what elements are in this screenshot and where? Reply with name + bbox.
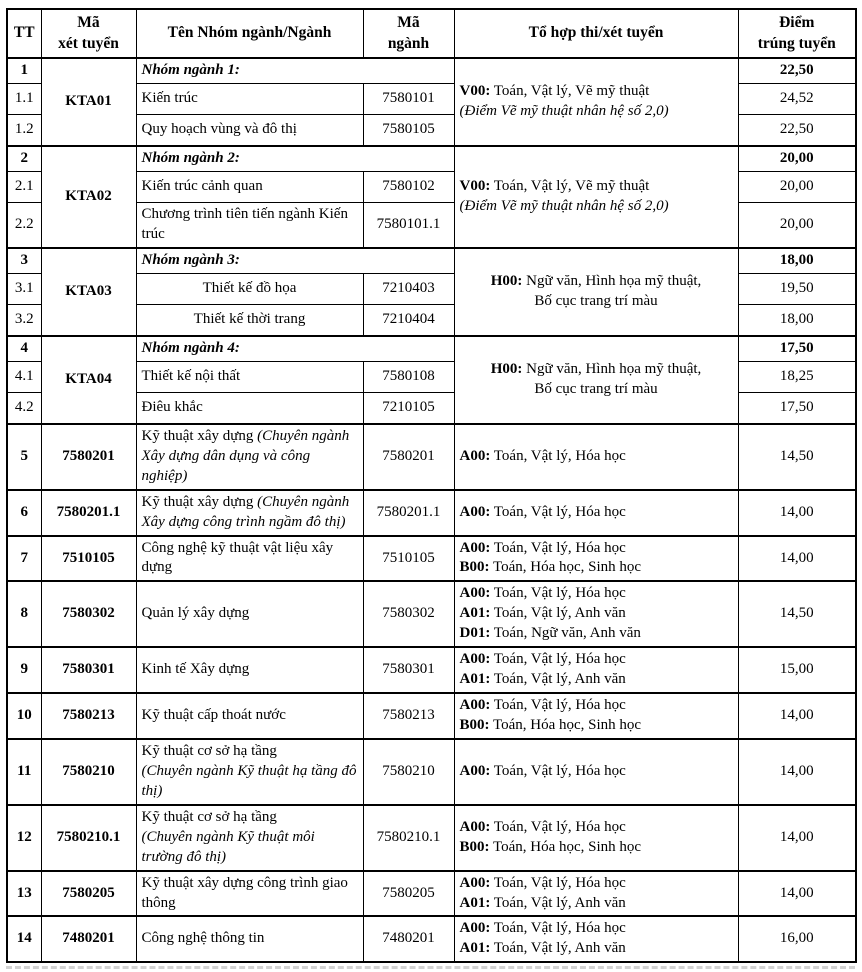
text-segment: 7580105	[382, 121, 435, 138]
column-header-tt	[7, 9, 41, 58]
text-segment: 1.2	[14, 121, 34, 138]
text-segment: 7580205	[382, 884, 435, 901]
table-row	[7, 871, 856, 917]
text-segment: KTA02	[65, 188, 112, 205]
combination-cell	[454, 58, 738, 146]
text-segment: Nhóm ngành 1:	[141, 62, 240, 79]
text-segment: A01:	[459, 940, 491, 957]
major-code-cell	[363, 361, 454, 392]
text-segment: xét tuyển	[58, 34, 119, 52]
text-segment: Toán, Vật lý, Anh văn	[490, 605, 626, 622]
score-cell	[738, 647, 856, 693]
combination-cell	[454, 536, 738, 582]
tt-cell	[7, 115, 41, 147]
score-cell	[738, 115, 856, 147]
text-segment: A00:	[459, 920, 491, 937]
major-code-cell	[363, 203, 454, 248]
text-segment: Điểm	[779, 14, 815, 31]
text-segment: D01:	[459, 625, 491, 642]
major-name-cell	[136, 115, 363, 147]
text-segment: 17,50	[779, 339, 814, 356]
admission-code-cell	[41, 916, 136, 962]
text-segment: 19,50	[779, 279, 814, 296]
text-segment: (Chuyên ngành Xây dựng công trình ngầm đô thị)	[141, 493, 350, 530]
score-cell	[738, 58, 856, 83]
text-segment: 4	[20, 339, 28, 356]
text-segment: trúng tuyển	[757, 34, 836, 52]
text-segment: 7580210.1	[376, 828, 441, 845]
text-segment: Kỹ thuật xây dựng	[141, 493, 258, 510]
major-code-cell	[363, 172, 454, 203]
score-cell	[738, 273, 856, 304]
major-name-cell	[136, 203, 363, 248]
text-segment: 14,00	[779, 828, 814, 845]
text-segment: 7580210	[62, 762, 115, 779]
text-segment: 14,00	[779, 884, 814, 901]
major-name-cell	[136, 84, 363, 115]
combination-cell	[454, 581, 738, 647]
text-segment: Thiết kế nội thất	[141, 367, 241, 384]
score-cell	[738, 203, 856, 248]
text-segment: 7580108	[382, 367, 435, 384]
text-segment: B00:	[459, 717, 490, 734]
tt-cell	[7, 248, 41, 273]
text-segment: A00:	[459, 503, 491, 520]
group-name-cell	[136, 146, 454, 171]
text-segment: 18,00	[779, 310, 814, 327]
score-cell	[738, 805, 856, 871]
text-segment: 7480201	[62, 930, 115, 947]
text-segment: Toán, Vật lý, Hóa học	[490, 447, 626, 464]
text-segment: 5	[20, 447, 28, 464]
text-segment: A01:	[459, 671, 491, 688]
text-segment: Quy hoạch vùng và đô thị	[141, 121, 297, 138]
text-segment: A00:	[459, 697, 491, 714]
column-header-admission-code	[41, 9, 136, 58]
score-cell	[738, 336, 856, 361]
major-name-cell	[136, 916, 363, 962]
text-segment: Công nghệ thông tin	[141, 930, 265, 947]
score-cell	[738, 871, 856, 917]
tt-cell	[7, 536, 41, 582]
major-code-cell	[363, 84, 454, 115]
text-segment: A00:	[459, 651, 491, 668]
score-cell	[738, 581, 856, 647]
text-segment: 6	[20, 503, 28, 520]
table-body	[7, 58, 856, 962]
score-cell	[738, 536, 856, 582]
score-cell	[738, 361, 856, 392]
tt-cell	[7, 203, 41, 248]
text-segment: 7580205	[62, 884, 115, 901]
text-segment: Kỹ thuật cơ sở hạ tầng	[141, 808, 277, 825]
text-segment: ngành	[387, 34, 430, 52]
text-segment: Toán, Vật lý, Hóa học	[490, 920, 626, 937]
text-segment: 2.1	[14, 178, 34, 195]
table-row	[7, 424, 856, 490]
text-segment: 12	[16, 828, 32, 845]
combination-cell	[454, 647, 738, 693]
text-segment: Kỹ thuật cấp thoát nước	[141, 707, 286, 724]
table-row	[7, 336, 856, 361]
combination-cell	[454, 739, 738, 805]
text-segment: B00:	[459, 838, 490, 855]
text-segment: H00:	[490, 360, 523, 377]
table-row	[7, 248, 856, 273]
text-segment: Chương trình tiên tiến ngành Kiến trúc	[141, 206, 348, 243]
tt-cell	[7, 84, 41, 115]
major-name-cell	[136, 490, 363, 536]
text-segment: 1	[20, 62, 28, 79]
text-segment: Ngữ văn, Hình họa mỹ thuật,	[522, 273, 702, 289]
text-segment: 14,00	[779, 707, 814, 724]
major-code-cell	[363, 115, 454, 147]
text-segment: 7210403	[382, 279, 435, 296]
major-name-cell	[136, 273, 363, 304]
text-segment: Điêu khắc	[141, 398, 203, 415]
text-segment: KTA03	[65, 282, 112, 299]
text-segment: 7480201	[382, 930, 435, 947]
major-code-cell	[363, 392, 454, 424]
cropped-next-row-hint	[6, 966, 855, 972]
column-header-score	[738, 9, 856, 58]
score-cell	[738, 84, 856, 115]
score-cell	[738, 693, 856, 739]
text-segment: (Chuyên ngành Kỹ thuật hạ tầng đô thị)	[141, 762, 357, 799]
text-segment: 7510105	[62, 549, 115, 566]
text-segment: 14	[16, 930, 32, 947]
text-segment: 14,50	[779, 447, 814, 464]
tt-cell	[7, 58, 41, 83]
header-row	[7, 9, 856, 58]
text-segment: 7	[20, 549, 28, 566]
text-segment: 1.1	[14, 90, 34, 107]
text-segment: 7580101.1	[376, 216, 441, 233]
text-segment: A00:	[459, 539, 491, 556]
table-row	[7, 739, 856, 805]
text-segment: Nhóm ngành 3:	[141, 251, 240, 268]
text-segment: 20,00	[779, 178, 814, 195]
admission-code-cell	[41, 490, 136, 536]
column-header-major-name	[136, 9, 363, 58]
major-code-cell	[363, 490, 454, 536]
text-segment: Ngữ văn, Hình họa mỹ thuật,	[522, 360, 702, 377]
text-segment: 7580302	[62, 605, 115, 622]
combination-cell	[454, 871, 738, 917]
table-header	[7, 9, 856, 58]
text-segment: 17,50	[779, 398, 814, 415]
tt-cell	[7, 146, 41, 171]
admission-code-cell	[41, 424, 136, 490]
text-segment: H00:	[490, 273, 523, 289]
table-row	[7, 916, 856, 962]
text-segment: Quản lý xây dựng	[141, 605, 250, 622]
tt-cell	[7, 805, 41, 871]
text-segment: 8	[20, 605, 28, 622]
major-code-cell	[363, 693, 454, 739]
text-segment: 14,50	[779, 605, 814, 622]
text-segment: A00:	[459, 762, 491, 779]
text-segment: (Chuyên ngành Xây dựng dân dụng và công nghiệp)	[141, 427, 350, 484]
tt-cell	[7, 871, 41, 917]
tt-cell	[7, 581, 41, 647]
text-segment: KTA04	[65, 370, 112, 387]
text-segment: 9	[20, 661, 28, 678]
table-row	[7, 146, 856, 171]
group-name-cell	[136, 58, 454, 83]
text-segment: 7580201	[62, 447, 115, 464]
text-segment: 7580102	[382, 178, 435, 195]
admission-code-cell	[41, 146, 136, 248]
text-segment: Toán, Vật lý, Hóa học	[490, 762, 626, 779]
text-segment: Toán, Vật lý, Hóa học	[490, 585, 626, 602]
table-row	[7, 536, 856, 582]
table-row	[7, 490, 856, 536]
tt-cell	[7, 693, 41, 739]
text-segment: 7580210.1	[56, 828, 121, 845]
text-segment: Nhóm ngành 2:	[141, 150, 240, 167]
text-segment: Tên Nhóm ngành/Ngành	[167, 24, 332, 42]
text-segment: Toán, Vật lý, Vẽ mỹ thuật	[490, 83, 650, 100]
score-cell	[738, 172, 856, 203]
tt-cell	[7, 916, 41, 962]
table-row	[7, 581, 856, 647]
major-code-cell	[363, 871, 454, 917]
text-segment: 15,00	[779, 661, 814, 678]
major-name-cell	[136, 739, 363, 805]
text-segment: 16,00	[779, 930, 814, 947]
text-segment: 7580210	[382, 762, 435, 779]
text-segment: Kinh tế Xây dựng	[141, 661, 250, 678]
combination-cell	[454, 248, 738, 336]
tt-cell	[7, 273, 41, 304]
tt-cell	[7, 336, 41, 361]
tt-cell	[7, 490, 41, 536]
text-segment: Kỹ thuật xây dựng công trình giao thông	[141, 874, 348, 911]
text-segment: A00:	[459, 585, 491, 602]
text-segment: Mã	[397, 14, 420, 31]
text-segment: Toán, Hóa học, Sinh học	[489, 559, 642, 576]
text-segment: Toán, Vật lý, Vẽ mỹ thuật	[490, 178, 650, 195]
text-segment: Kiến trúc	[141, 90, 198, 107]
major-name-cell	[136, 871, 363, 917]
combination-cell	[454, 424, 738, 490]
text-segment: 20,00	[779, 150, 814, 167]
text-segment: Bố cục trang trí màu	[534, 292, 658, 309]
text-segment: Kỹ thuật cơ sở hạ tầng	[141, 742, 277, 759]
text-segment: 7580301	[62, 661, 115, 678]
text-segment: 14,00	[779, 503, 814, 520]
text-segment: (Điểm Vẽ mỹ thuật nhân hệ số 2,0)	[459, 103, 669, 120]
major-code-cell	[363, 273, 454, 304]
combination-cell	[454, 805, 738, 871]
score-cell	[738, 146, 856, 171]
text-segment: 2.2	[14, 216, 34, 233]
major-code-cell	[363, 581, 454, 647]
text-segment: 7210105	[382, 398, 435, 415]
text-segment: A00:	[459, 874, 491, 891]
text-segment: Toán, Vật lý, Hóa học	[490, 503, 626, 520]
text-segment: Toán, Vật lý, Hóa học	[490, 818, 626, 835]
tt-cell	[7, 304, 41, 336]
score-cell	[738, 304, 856, 336]
text-segment: 11	[17, 762, 32, 779]
major-name-cell	[136, 805, 363, 871]
text-segment: Nhóm ngành 4:	[141, 339, 240, 356]
text-segment: 14,00	[779, 762, 814, 779]
text-segment: 7580302	[382, 605, 435, 622]
major-code-cell	[363, 424, 454, 490]
text-segment: 18,25	[779, 367, 814, 384]
major-name-cell	[136, 536, 363, 582]
text-segment: Toán, Vật lý, Hóa học	[490, 874, 626, 891]
tt-cell	[7, 392, 41, 424]
major-name-cell	[136, 172, 363, 203]
text-segment: 4.1	[14, 367, 34, 384]
text-segment: 22,50	[779, 121, 814, 138]
text-segment: Toán, Hóa học, Sinh học	[489, 717, 642, 734]
score-cell	[738, 739, 856, 805]
text-segment: Mã	[77, 14, 100, 31]
text-segment: (Chuyên ngành Kỹ thuật môi trường đô thị)	[141, 828, 315, 865]
group-name-cell	[136, 336, 454, 361]
text-segment: 2	[20, 150, 28, 167]
major-name-cell	[136, 361, 363, 392]
admission-code-cell	[41, 581, 136, 647]
text-segment: A00:	[459, 447, 491, 464]
text-segment: 20,00	[779, 216, 814, 233]
text-segment: Toán, Vật lý, Anh văn	[490, 671, 626, 688]
text-segment: A01:	[459, 894, 491, 911]
text-segment: V00:	[459, 83, 491, 100]
major-name-cell	[136, 392, 363, 424]
text-segment: 10	[16, 707, 32, 724]
text-segment: Toán, Vật lý, Hóa học	[490, 539, 626, 556]
text-segment: Toán, Vật lý, Anh văn	[490, 940, 626, 957]
combination-cell	[454, 916, 738, 962]
combination-cell	[454, 490, 738, 536]
text-segment: Thiết kế thời trang	[193, 310, 306, 327]
admission-scores-table	[6, 8, 857, 963]
admission-code-cell	[41, 693, 136, 739]
text-segment: 3.2	[14, 310, 34, 327]
tt-cell	[7, 424, 41, 490]
text-segment: A01:	[459, 605, 491, 622]
admission-code-cell	[41, 871, 136, 917]
admission-code-cell	[41, 805, 136, 871]
text-segment: V00:	[459, 178, 491, 195]
major-name-cell	[136, 581, 363, 647]
text-segment: Công nghệ kỹ thuật vật liệu xây dựng	[141, 539, 334, 576]
text-segment: Toán, Vật lý, Hóa học	[490, 697, 626, 714]
text-segment: Bố cục trang trí màu	[534, 380, 658, 397]
text-segment: 7580201.1	[56, 503, 121, 520]
table-row	[7, 647, 856, 693]
admission-code-cell	[41, 336, 136, 424]
major-code-cell	[363, 739, 454, 805]
text-segment: 3.1	[14, 279, 34, 296]
text-segment: 13	[16, 884, 32, 901]
major-name-cell	[136, 424, 363, 490]
text-segment: 7210404	[382, 310, 435, 327]
text-segment: 7580101	[382, 90, 435, 107]
major-code-cell	[363, 647, 454, 693]
combination-cell	[454, 146, 738, 248]
major-name-cell	[136, 304, 363, 336]
text-segment: B00:	[459, 559, 490, 576]
text-segment: Kiến trúc cảnh quan	[141, 178, 263, 195]
combination-cell	[454, 693, 738, 739]
text-segment: Kỹ thuật xây dựng	[141, 427, 258, 444]
admission-code-cell	[41, 536, 136, 582]
score-cell	[738, 424, 856, 490]
text-segment: TT	[13, 24, 35, 42]
text-segment: 18,00	[779, 251, 814, 268]
score-cell	[738, 392, 856, 424]
text-segment: Toán, Hóa học, Sinh học	[489, 838, 642, 855]
text-segment: 7580301	[382, 661, 435, 678]
score-cell	[738, 490, 856, 536]
tt-cell	[7, 647, 41, 693]
admission-code-cell	[41, 647, 136, 693]
text-segment: A00:	[459, 818, 491, 835]
text-segment: (Điểm Vẽ mỹ thuật nhân hệ số 2,0)	[459, 198, 669, 215]
text-segment: 3	[20, 251, 28, 268]
tt-cell	[7, 172, 41, 203]
text-segment: KTA01	[65, 93, 112, 110]
major-code-cell	[363, 916, 454, 962]
combination-cell	[454, 336, 738, 424]
text-segment: 22,50	[779, 62, 814, 79]
admission-code-cell	[41, 739, 136, 805]
table-row	[7, 58, 856, 83]
column-header-major-code	[363, 9, 454, 58]
admission-code-cell	[41, 58, 136, 146]
major-name-cell	[136, 647, 363, 693]
major-code-cell	[363, 536, 454, 582]
text-segment: Toán, Ngữ văn, Anh văn	[490, 625, 641, 642]
tt-cell	[7, 361, 41, 392]
major-code-cell	[363, 304, 454, 336]
table-row	[7, 693, 856, 739]
group-name-cell	[136, 248, 454, 273]
admission-code-cell	[41, 248, 136, 336]
text-segment: Thiết kế đồ họa	[202, 279, 297, 296]
text-segment: 7580201.1	[376, 503, 441, 520]
text-segment: Toán, Vật lý, Anh văn	[490, 894, 626, 911]
text-segment: 24,52	[779, 90, 814, 107]
text-segment: 7580213	[62, 707, 115, 724]
table-row	[7, 805, 856, 871]
major-name-cell	[136, 693, 363, 739]
text-segment: Toán, Vật lý, Hóa học	[490, 651, 626, 668]
text-segment: 14,00	[779, 549, 814, 566]
text-segment: Tổ hợp thi/xét tuyển	[528, 24, 664, 42]
major-code-cell	[363, 805, 454, 871]
text-segment: 4.2	[14, 398, 34, 415]
score-cell	[738, 248, 856, 273]
tt-cell	[7, 739, 41, 805]
text-segment: 7510105	[382, 549, 435, 566]
column-header-combination	[454, 9, 738, 58]
text-segment: 7580201	[382, 447, 435, 464]
score-cell	[738, 916, 856, 962]
text-segment: 7580213	[382, 707, 435, 724]
